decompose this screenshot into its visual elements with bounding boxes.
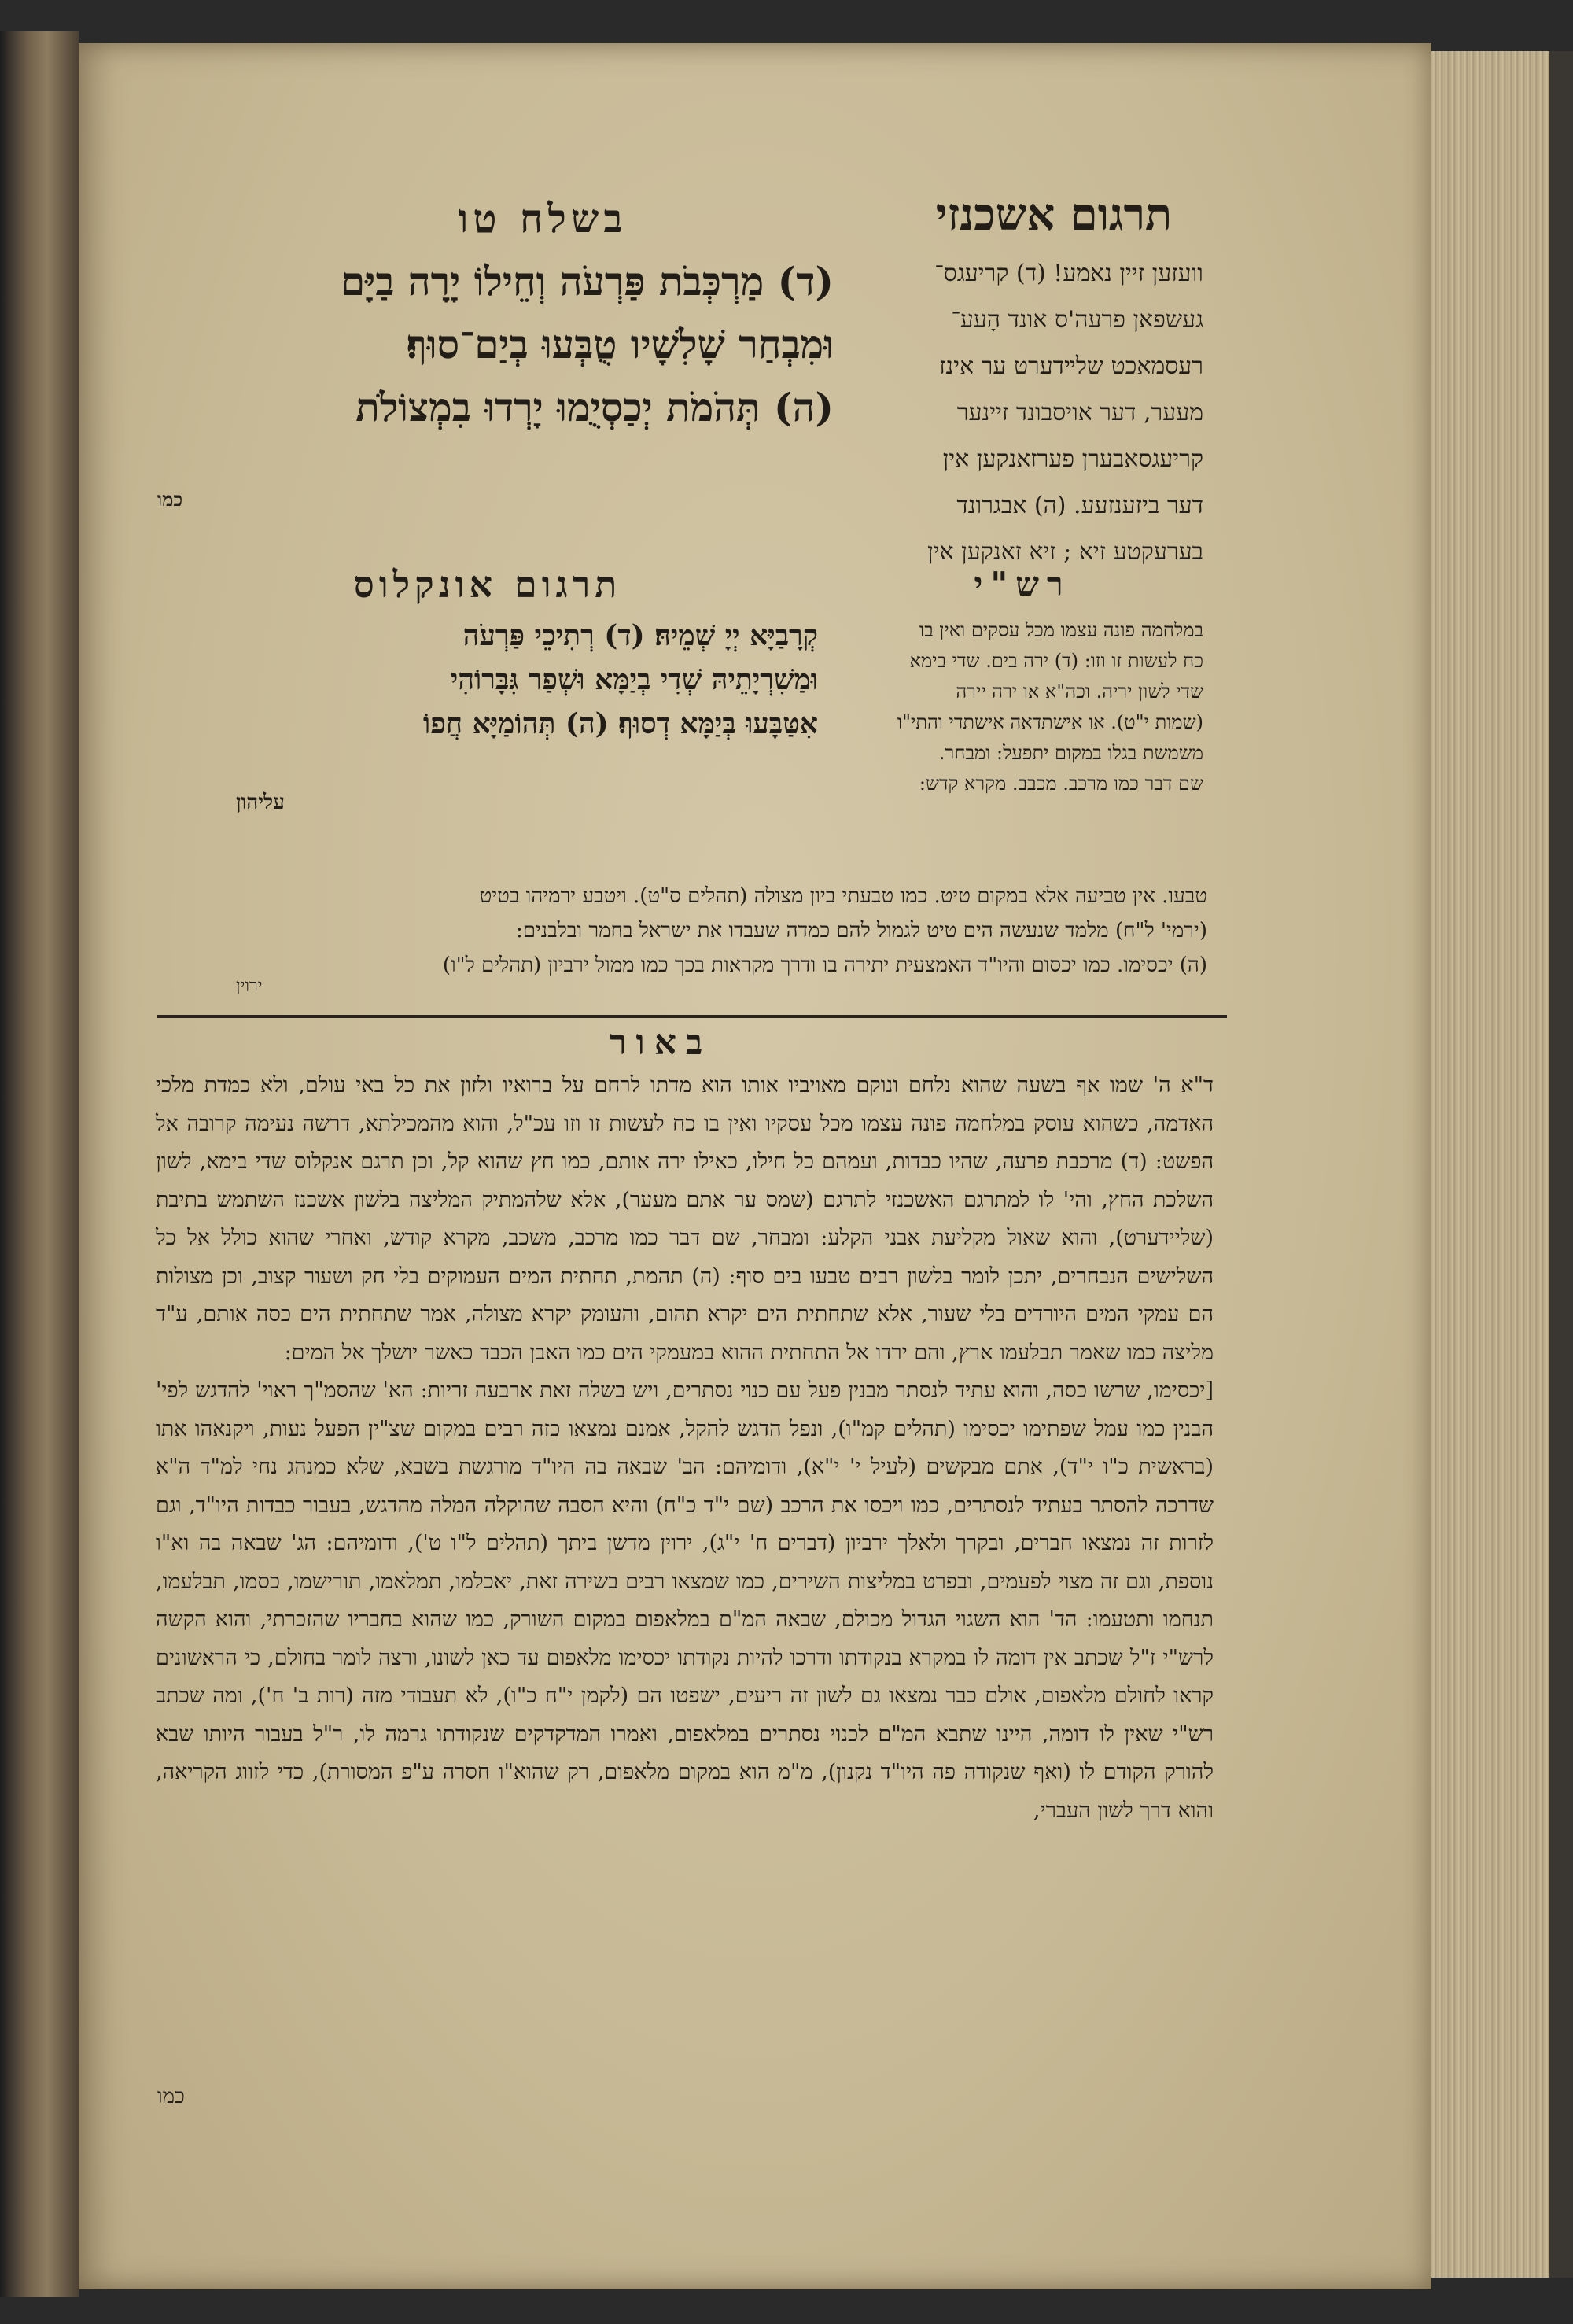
rashi-line: שם דבר כמו מרכב. מכבב. מקרא קדש: (919, 773, 1203, 795)
yiddish-line: וועזען זיין נאמע! (ד) קריעגס־ (934, 260, 1203, 287)
yiddish-line: מעער, דער אויסבונד זיינער (956, 399, 1203, 426)
verse-line: (ה) תְּהֹמֹת יְכַסְיֻמוּ יָרְדוּ בִמְצוֹלֹת (355, 384, 834, 430)
rashi-line: (שמות י"ט). או אישתדאה אישתדי והתי"ו (897, 711, 1203, 733)
rashi-full-width (161, 879, 1207, 983)
page-edges-shadow (1549, 51, 1573, 2278)
yiddish-line: בערעקטע זיא ; זיא זאנקען אין (927, 538, 1203, 566)
rashi-line: שדי לשון יריה. וכה"א או ירה יירה (956, 681, 1203, 703)
onkelos-text (157, 614, 818, 746)
page-edges (1431, 51, 1549, 2278)
rashi-column (794, 615, 1203, 799)
onkelos-catchword: עליהון (236, 791, 285, 814)
biur-commentary (156, 1067, 1214, 1830)
yiddish-line: קריעגסאבערן פערזאנקען אין (942, 445, 1203, 473)
onkelos-line: קְרָבַיָּא יְיָ שְׁמֵיהּ׃ (ד) רְתִיכֵי פַּרְעֹה (462, 619, 818, 652)
yiddish-translation-column (842, 250, 1203, 575)
biur-paragraph: [יכסימו, שרשו כסה, והוא עתיד לנסתר מבנין פעל עם כנוי נסתרים, ויש בשלה זאת ארבעה זריות: הא' שהסמ"ך ראוי' להדגש לפי' הבנין כמו עמל שפתימו יכסימו (תהלים קמ"ו), ונפל הדגש להקל, אמנם נמצאו כזה רבים במקום שצ"ין הפעל נעות, ויקנאהו אתו (בראשית כ"ו י"ד), אתם מבקשים (לעיל י' י"א), ודומיהם: הב' שבאה בה היו"ד מורגשת בשבא, שלא כמנהג נחי למ"ד ה"א שדרכה להסתר בעתיד לנסתרים, כמו ויכסו את הרכב (שם י"ד כ"ח) והיא הסבה שהוקלה המלה מהדגש, בעבור כבדות היו"ד, וגם לזרות זה נמצאו חברים, ובקרך ולאלך ירביון (דברים ח' י"ג), ירוין מדשן ביתך (תהלים ל"ו ט'), ודומיהם: הג' שבאה בה וא"ו נוספת, וגם זה מצוי לפעמים, ובפרט במליצות השירים, כמו שמצאו רבים בשירה זאת, יאכלמו, תמלאמו, תורישמו, כסמו, תבלעמו, תנחמו ותטעמו: הד' הוא השגוי הגדול מכולם, שבאה המ"ם במלאפום במקום השורק, כמו שהוא בחבריו שהזכרתי, והוא הקשה לרש"י ז"ל שכתב אין דומה לו במקרא בנקודתו ודרכו להיות נקודתו יכסימו מלאפום עד כאן לשונו, ורצה לומר בחולם, כי הראשונים קראו לחולם מלאפום, אולם כבר נמצאו גם לשון זה ריעים, ישפטו הם (לקמן י"ח כ"ו), לא תעבודי מזה (רות ב' ח'), ומה שכתב רש"י שאין לו דומה, היינו שתבא המ"ם לכנוי נסתרים במלאפום, ואמרו המדקדקים שנקודתו גרמה לו, ר"ל בעבור היותו שבא להורק הקודם לו (ואף שנקודה פה היו"ד נקנון), מ"מ הוא במקום מלאפום, רק שהוא"ו חסרה ע"פ המסורת), כדי לזווג הקריאה, והוא דרך לשון העברי, (156, 1378, 1214, 1823)
biur-title: באור (609, 1023, 713, 1063)
running-head-parsha: בשלח טו (458, 195, 628, 242)
section-divider-rule (157, 1015, 1227, 1018)
yiddish-line: געשפאן פרעה'ס אונד הָעע־ (951, 306, 1203, 334)
onkelos-title: תרגום אונקלוס (353, 563, 622, 606)
rashi-line: (ירמי' ל"ח) מלמד שנעשה הים טיט לגמול להם כמדה שעבדו את ישראל בחמר ובלבנים: (515, 919, 1207, 943)
torah-verse-block (157, 250, 834, 439)
verse-line: וּמִבְחַר שָׁלִשָׁיו טֻבְּעוּ בְיַם־סוּף׃ (406, 321, 834, 367)
yiddish-line: דער ביזענזעע. (ה) אבגרונד (956, 492, 1203, 519)
rashi-line: טבעו. אין טביעה אלא במקום טיט. כמו טבעתי ביון מצולה (תהלים ס"ט). ויטבע ירמיהו בטיט (479, 884, 1207, 908)
rashi-line: במלחמה פונה עצמו מכל עסקים ואין בו (919, 619, 1203, 641)
verse-catchword: כמו (157, 488, 183, 511)
rashi-line: (ה) יכסימו. כמו יכסום והיו"ד האמצעית יתירה בו ודרך מקראות בכך כמו ממול ירביון (תהלים ל"ו) (442, 954, 1207, 977)
onkelos-line: וּמַשִׁרְיָתֵיהּ שְׁדִי בְיַמָּא וּשְׁפַר גִּבָּרוֹהִי (450, 663, 818, 696)
rashi-title: רש"י (974, 565, 1071, 603)
rashi-catchword: ירוין (236, 976, 263, 996)
biur-catchword: כמו (157, 2085, 185, 2108)
running-head-targum: תרגום אשכנזי (935, 189, 1173, 241)
yiddish-line: רעסמאכט שלײדערט ער אינז (939, 352, 1203, 380)
onkelos-line: אִטַּבָּעוּ בְּיַמָּא דְסוּף׃ (ה) תְּהוֹמַיָּא חֲפוֹ (423, 707, 818, 740)
verse-line: (ד) מַרְכְּבֹת פַּרְעֹה וְחֵילוֹ יָרָה בַיָּם (341, 258, 834, 304)
biur-paragraph: ד"א ה' שמו אף בשעה שהוא נלחם ונוקם מאויביו אותו הוא מדתו לרחם על ברואיו ולזון את כל באי עולם, ולא כמדת מלכי האדמה, כשהוא עוסק במלחמה פונה עצמו מכל עסקיו ואין בו כח לעשות זו וזו עכ"ל, והוא מהמכילתא, דרשה נעימה קרובה אל הפשט: (ד) מרכבת פרעה, שהיו כבדות, ועמהם כל חילו, כאילו ירה אותם, כמו חץ שהוא קל, וכן תרגם אנקלוס שדי בימא, לשון השלכת החץ, והי' לו למתרגם האשכנזי לתרגם (שמס ער אתם מעער), אלא שלהמתיק המליצה בלשון אשכנז השתמש בתיבת (שליידערט), והוא שאול מקליעת אבני הקלע: ומבחר, שם דבר כמו מרכב, משכב, מקרא קודש, ואחרי שהוא כולל אל כל השלישים הנבחרים, יתכן לומר בלשון רבים טבעו בים סוף: (ה) תהמת, תחתית המים העמוקים בלי חק ושעור קצוב, וכן מצולות הם עמקי המים היורדים בלי שעור, אלא שתחתית הים יקרא תהום, והעומק יקרא מצולה, אמר שתחתית הים כסה אותם, ע"ד מליצה כמו שאמר תבלעמו ארץ, והם ירדו אל התחתית ההוא במעמקי הים כמו האבן הכבד כאשר יושלך אל המים: (156, 1073, 1214, 1365)
rashi-line: משמשת בגלו במקום יתפעל: ומבחר. (938, 742, 1203, 764)
rashi-line: כח לעשות זו וזו: (ד) ירה בים. שדי בימא (909, 650, 1203, 672)
book-spine-left (0, 31, 79, 2297)
